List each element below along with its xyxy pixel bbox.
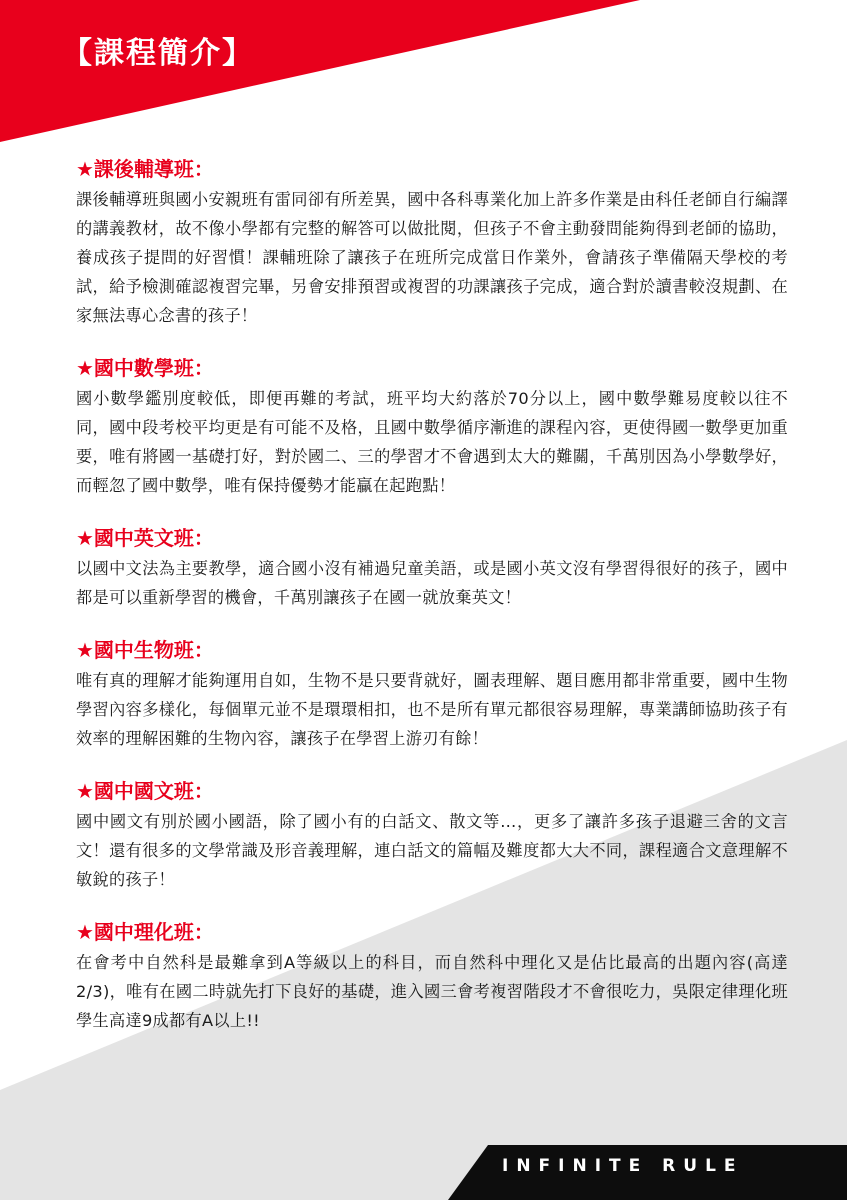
section-heading: ★課後輔導班： bbox=[76, 157, 214, 181]
footer-brand-text: INFINITE RULE bbox=[502, 1156, 744, 1176]
section-math-class bbox=[76, 354, 788, 500]
section-body: 國中國文有別於國小國語，除了國小有的白話文、散文等…，更多了讓許多孩子退避三舍的文言文！還有很多的文學常識及形音義理解，連白話文的篇幅及難度都大大不同，課程適合文意理解不敏銳的孩子！ bbox=[76, 812, 788, 889]
section-after-school-tutoring bbox=[76, 155, 788, 330]
section-heading: ★國中生物班： bbox=[76, 638, 214, 662]
section-heading: ★國中理化班： bbox=[76, 920, 214, 944]
section-heading: ★國中數學班： bbox=[76, 356, 214, 380]
section-body: 課後輔導班與國小安親班有雷同卻有所差異，國中各科專業化加上許多作業是由科任老師自行編譯的講義教材，故不像小學都有完整的解答可以做批閱，但孩子不會主動發問能夠得到老師的協助，養成孩子提問的好習慣！課輔班除了讓孩子在班所完成當日作業外，會請孩子準備隔天學校的考試，給予檢測確認複習完畢，另會安排預習或複習的功課讓孩子完成，適合對於讀書較沒規劃、在家無法專心念書的孩子！ bbox=[76, 190, 788, 325]
section-physics-chemistry-class bbox=[76, 918, 788, 1035]
header-red-banner bbox=[0, 0, 847, 150]
section-body: 以國中文法為主要教學，適合國小沒有補過兒童美語，或是國小英文沒有學習得很好的孩子，國中都是可以重新學習的機會，千萬別讓孩子在國一就放棄英文！ bbox=[76, 559, 788, 607]
section-body: 唯有真的理解才能夠運用自如，生物不是只要背就好，圖表理解、題目應用都非常重要，國中生物學習內容多樣化，每個單元並不是環環相扣，也不是所有單元都很容易理解，專業講師協助孩子有效率的理解困難的生物內容，讓孩子在學習上游刃有餘！ bbox=[76, 671, 788, 748]
section-heading: ★國中英文班： bbox=[76, 526, 214, 550]
section-body: 國小數學鑑別度較低，即便再難的考試，班平均大約落於70分以上，國中數學難易度較以往不同，國中段考校平均更是有可能不及格，且國中數學循序漸進的課程內容，更使得國一數學更加重要，唯有將國一基礎打好，對於國二、三的學習才不會遇到太大的難關，千萬別因為小學數學好，而輕忽了國中數學，唯有保持優勢才能贏在起跑點！ bbox=[76, 389, 788, 495]
section-chinese-class bbox=[76, 777, 788, 894]
section-body: 在會考中自然科是最難拿到A等級以上的科目，而自然科中理化又是佔比最高的出題內容(高達2/3)，唯有在國二時就先打下良好的基礎，進入國三會考複習階段才不會很吃力，吳限定律理化班學生高達9成都有A以上!! bbox=[76, 953, 788, 1030]
course-list bbox=[76, 155, 788, 1059]
page-title: 【課程簡介】 bbox=[62, 36, 254, 71]
section-heading: ★國中國文班： bbox=[76, 779, 214, 803]
section-biology-class bbox=[76, 636, 788, 753]
section-english-class bbox=[76, 524, 788, 612]
